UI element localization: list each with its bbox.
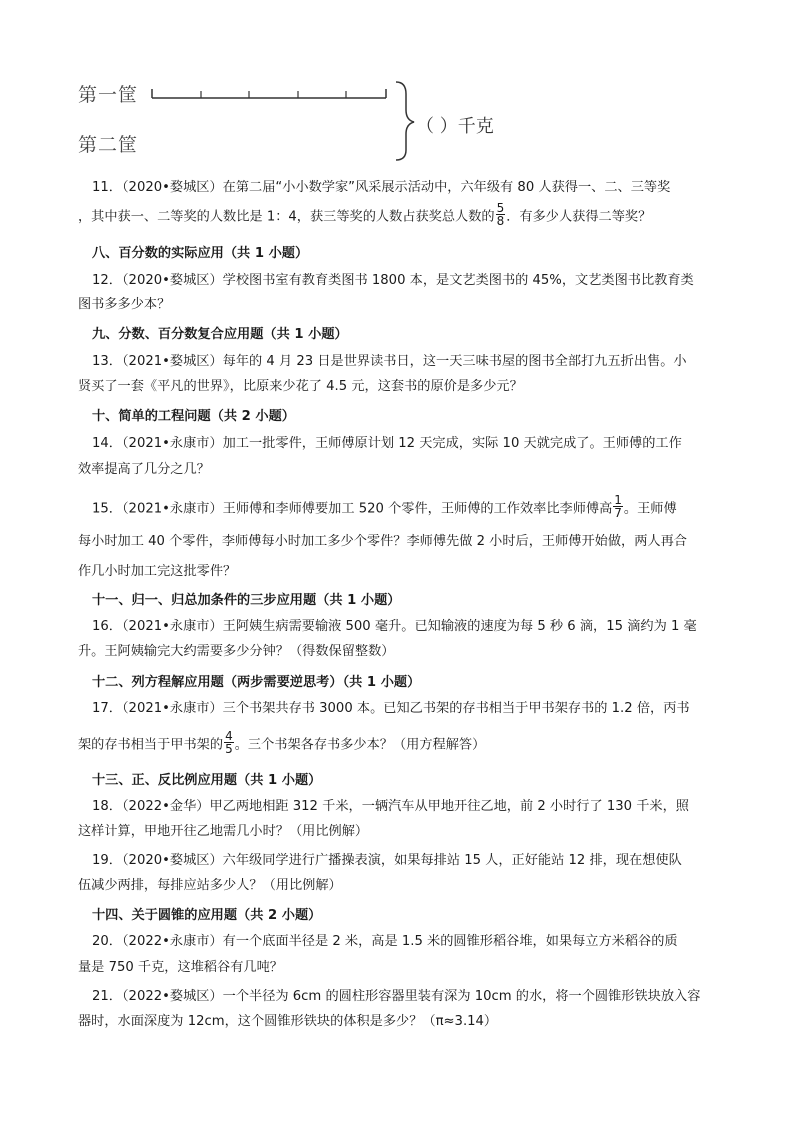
basket-2-label: 第二筐	[78, 134, 139, 156]
q21-line2: 器时，水面深度为 12cm，这个圆锥形铁块的体积是多少？（π≈3.14）	[78, 1014, 498, 1029]
section-heading-13: 十三、正、反比例应用题（共 1 小题）	[92, 773, 322, 788]
section-heading-8: 八、百分数的实际应用（共 1 小题）	[92, 246, 309, 261]
q20-line2: 量是 750 千克，这堆稻谷有几吨？	[78, 960, 283, 975]
q20-line1: 20．（2022•永康市）有一个底面半径是 2 米，高是 1.5 米的圆锥形稻谷堆，如果每立方米稻谷的质	[92, 934, 678, 949]
q12-line2: 图书多多少本？	[78, 297, 171, 312]
q11-line1: 11．（2020•婺城区）在第二届“小小数学家”风采展示活动中，六年级有 80 人获得一、二、三等奖	[92, 180, 671, 195]
q13-line2: 贤买了一套《平凡的世界》，比原来少花了 4.5 元，这套书的原价是多少元？	[78, 379, 523, 394]
brace	[396, 82, 414, 160]
q19-line1: 19．（2020•婺城区）六年级同学进行广播操表演，如果每排站 15 人，正好能站 12 排，现在想使队	[92, 853, 682, 868]
q15-line1: 15．（2021•永康市）王师傅和李师傅要加工 520 个零件，王师傅的工作效率比李师傅高 $\frac{1}{7}$ 。王师傅	[92, 493, 677, 520]
q21-line1: 21．（2022•婺城区）一个半径为 6cm 的圆柱形容器里装有深为 10cm 的水，将一个圆锥形铁块放入容	[92, 989, 701, 1004]
q19-line2: 伍减少两排，每排应站多少人？（用比例解）	[78, 878, 342, 893]
section-heading-10: 十、简单的工程问题（共 2 小题）	[92, 409, 295, 424]
q17-line2: 架的存书相当于甲书架的 $\frac{4}{5}$ 。三个书架各存书多少本？（用方程解答）	[78, 729, 486, 756]
q15-line3: 作几小时加工完这批零件？	[78, 564, 237, 579]
section-heading-14: 十四、关于圆锥的应用题（共 2 小题）	[92, 908, 322, 923]
fraction: $\frac{5}{8}$	[496, 201, 505, 228]
q14-line2: 效率提高了几分之几？	[78, 462, 210, 477]
section-heading-9: 九、分数、百分数复合应用题（共 1 小题）	[92, 327, 348, 342]
section-heading-12: 十二、列方程解应用题（两步需要逆思考）（共 1 小题）	[92, 675, 421, 690]
q14-line1: 14．（2021•永康市）加工一批零件，王师傅原计划 12 天完成，实际 10 天就完成了。王师傅的工作	[92, 436, 682, 451]
q12-line1: 12．（2020•婺城区）学校图书室有教育类图书 1800 本，是文艺类图书的 45%，文艺类图书比教育类	[92, 273, 694, 288]
answer-blank: （ ）千克	[416, 116, 494, 137]
q15-line2: 每小时加工 40 个零件，李师傅每小时加工多少个零件？李师傅先做 2 小时后，王师傅开始做，两人再合	[78, 534, 687, 549]
basket-1-label: 第一筐	[78, 84, 139, 106]
q18-line1: 18．（2022•金华）甲乙两地相距 312 千米，一辆汽车从甲地开往乙地，前 2 小时行了 130 千米，照	[92, 799, 689, 814]
fraction: $\frac{1}{7}$	[614, 493, 622, 520]
q13-line1: 13．（2021•婺城区）每年的 4 月 23 日是世界读书日，这一天三味书屋的图书全部打九五折出售。小	[92, 354, 687, 369]
fraction: $\frac{4}{5}$	[225, 729, 233, 756]
basket-diagram	[78, 74, 538, 166]
q11-line2: ，其中获一、二等奖的人数比是 1：4，获三等奖的人数占获奖总人数的 $\frac{5}{8}$ ．有多少人获得二等奖？	[78, 201, 652, 228]
q17-line1: 17．（2021•永康市）三个书架共存书 3000 本。已知乙书架的存书相当于甲书架存书的 1.2 倍，丙书	[92, 701, 690, 716]
q16-line1: 16．（2021•永康市）王阿姨生病需要输液 500 毫升。已知输液的速度为每 5 秒 6 滴，15 滴约为 1 毫	[92, 619, 697, 634]
q18-line2: 这样计算，甲地开往乙地需几小时？（用比例解）	[78, 824, 369, 839]
section-heading-11: 十一、归一、归总加条件的三步应用题（共 1 小题）	[92, 593, 401, 608]
q16-line2: 升。王阿姨输完大约需要多少分钟？（得数保留整数）	[78, 644, 395, 659]
